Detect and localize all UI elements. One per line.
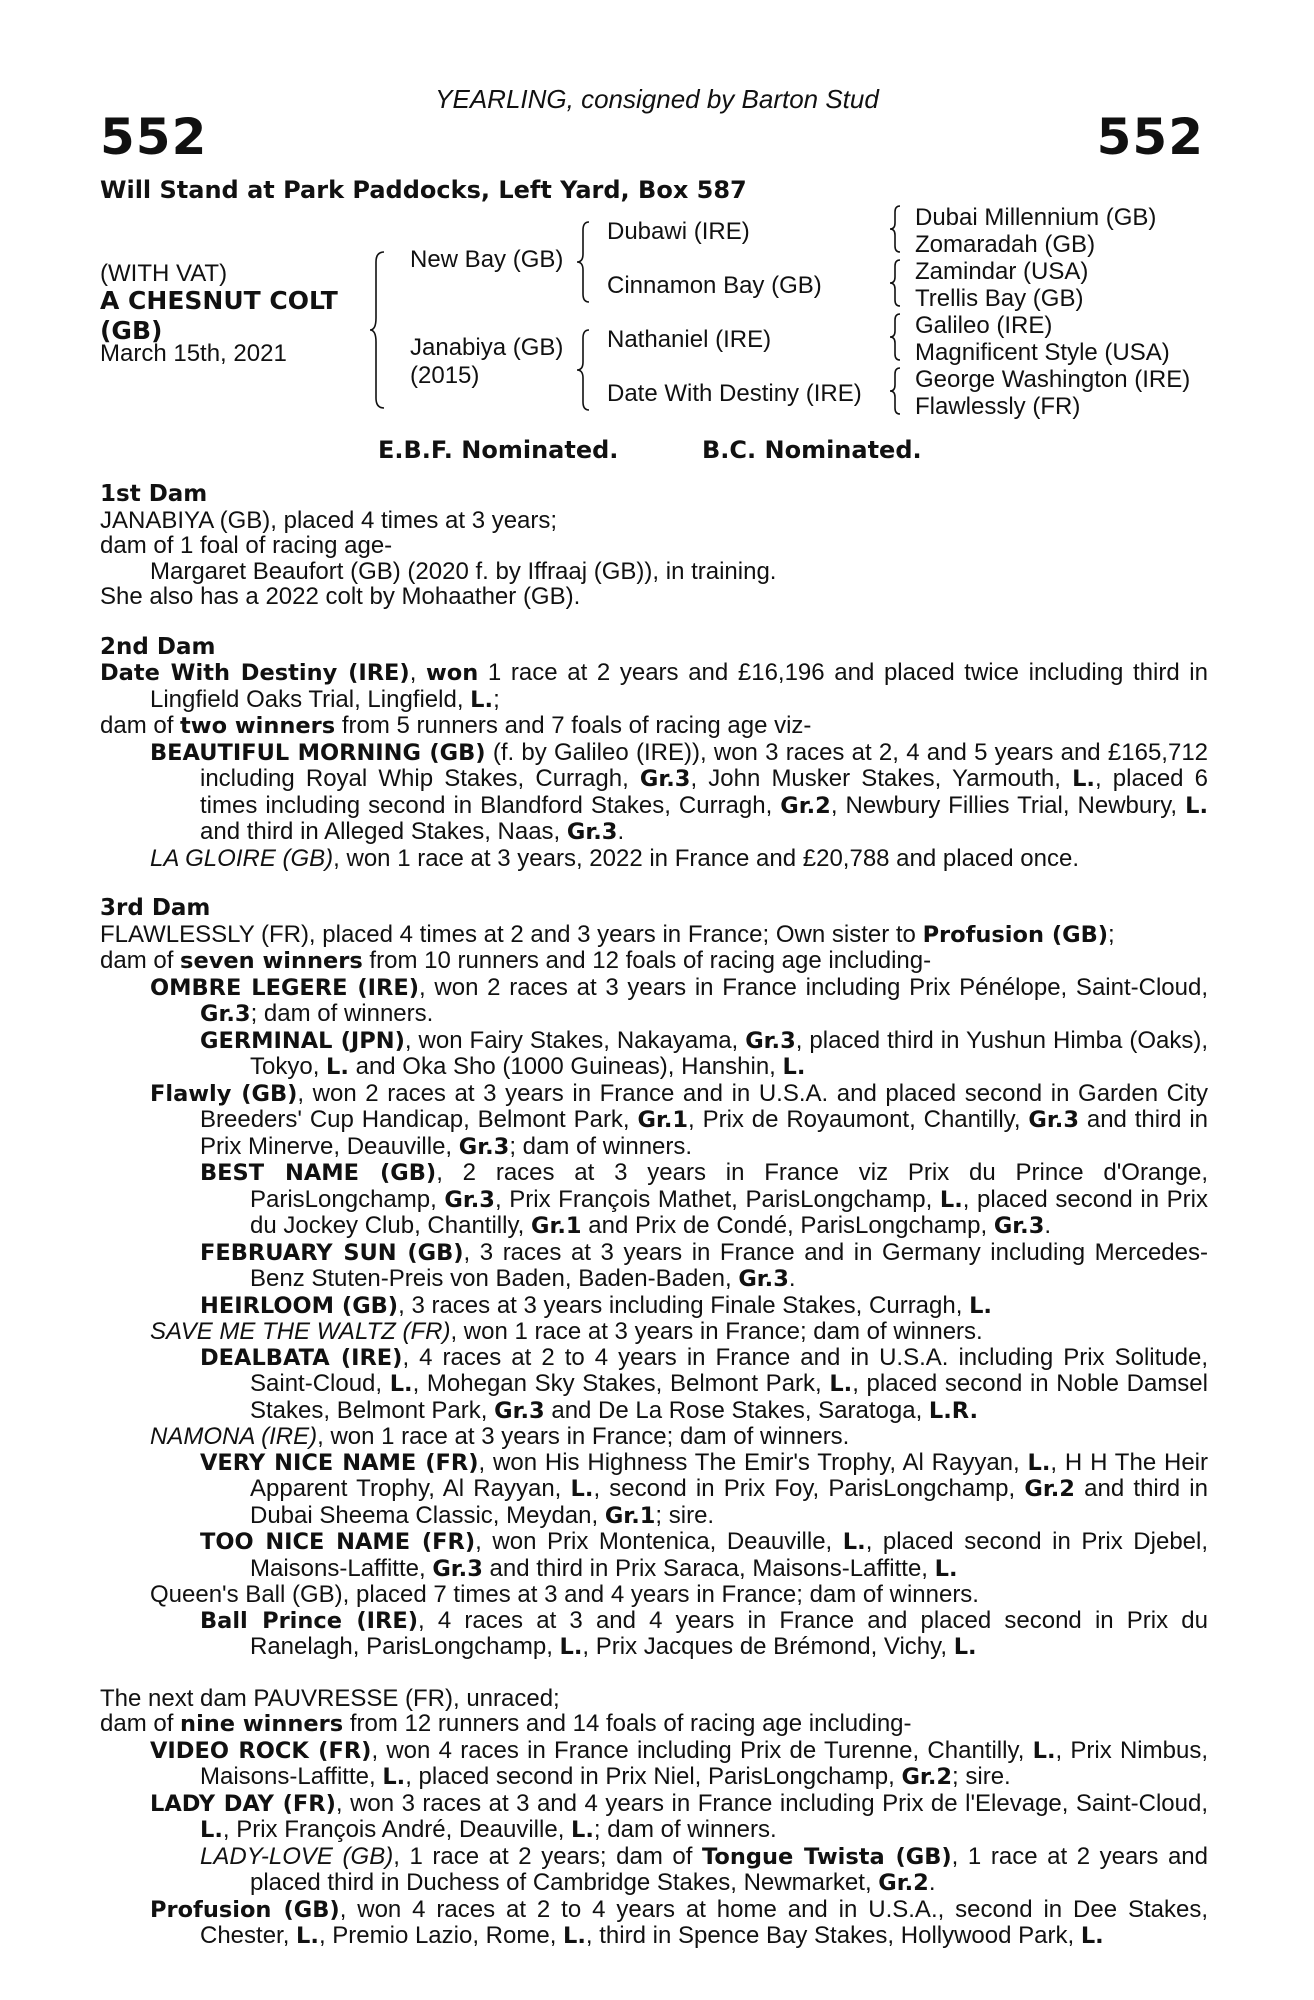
pedigree-g3-1: Dubai Millennium (GB) (915, 204, 1157, 231)
pedigree-sire-brace (575, 220, 593, 304)
third-dam-produce-4: NAMONA (IRE), won 1 race at 3 years in France; dam of winners. (150, 1423, 850, 1450)
pedigree-g3-6: Magnificent Style (USA) (915, 339, 1170, 366)
first-dam-produce-intro: dam of 1 foal of racing age- (100, 532, 393, 559)
third-dam-produce-1: OMBRE LEGERE (IRE), won 2 races at 3 years in France including Prix Pénélope, Saint-Cloud, Gr.3; dam of winners. (150, 973, 1209, 1027)
pedigree-sire: New Bay (GB) (410, 246, 564, 273)
pedigree-sire-sire: Dubawi (IRE) (607, 218, 750, 245)
pedigree-g3-5: Galileo (IRE) (915, 312, 1053, 339)
next-dam-produce-intro: dam of nine winners from 12 runners and 14 foals of racing age including- (100, 1710, 912, 1737)
second-dam-produce-2: LA GLOIRE (GB), won 1 race at 3 years, 2022 in France and £20,788 and placed once. (150, 844, 1079, 872)
first-dam-line: JANABIYA (GB), placed 4 times at 3 years; (100, 506, 558, 534)
third-dam-produce-1a: GERMINAL (JPN), won Fairy Stakes, Nakayama, Gr.3, placed third in Yushun Himba (Oaks), Tokyo, L. and Oka Sho (1000 Guineas), Hanshin, L. (200, 1026, 1208, 1080)
stable-location: Will Stand at Park Paddocks, Left Yard, Box 587 (100, 176, 747, 204)
lot-number-left: 552 (100, 108, 208, 166)
pedigree-dam-year: (2015) (410, 362, 480, 389)
lot-number-right: 552 (1096, 108, 1204, 166)
third-dam-produce-3a: DEALBATA (IRE), 4 races at 2 to 4 years in France and in U.S.A. including Prix Solitude, Saint-Cloud, L., Mohegan Sky Stakes, Belmont Park, L., placed second in Noble Damsel Stakes, Belmont Park, Gr.3 and De La Rose Stakes, Saratoga, L.R. (200, 1343, 1208, 1424)
pedigree-g3-brace-4 (888, 366, 904, 416)
bc-nomination: B.C. Nominated. (702, 436, 922, 464)
third-dam-produce-3: SAVE ME THE WALTZ (FR), won 1 race at 3 years in France; dam of winners. (150, 1318, 983, 1345)
pedigree-g3-4: Trellis Bay (GB) (915, 285, 1084, 312)
foaling-date: March 15th, 2021 (100, 340, 287, 367)
horse-description (100, 286, 338, 346)
third-dam-produce-4b: TOO NICE NAME (FR), won Prix Montenica, Deauville, L., placed second in Prix Djebel, Maisons-Laffitte, Gr.3 and third in Prix Saraca, Maisons-Laffitte, L. (200, 1528, 1209, 1582)
second-dam-produce-intro: dam of two winners from 5 runners and 7 foals of racing age viz- (100, 712, 812, 739)
pedigree-g3-7: George Washington (IRE) (915, 366, 1191, 393)
first-dam-heading: 1st Dam (100, 481, 208, 507)
next-dam-produce-1: VIDEO ROCK (FR), won 4 races in France including Prix de Turenne, Chantilly, L., Prix Nimbus, Maisons-Laffitte, L., placed second in Prix Niel, ParisLongchamp, Gr.2; sire. (150, 1736, 1208, 1790)
consignment-line: YEARLING, consigned by Barton Stud (435, 84, 879, 114)
catalogue-body (100, 482, 1208, 1950)
horse-description-line1: A CHESNUT COLT (100, 286, 338, 315)
pedigree-dam-dam: Date With Destiny (IRE) (607, 380, 862, 407)
second-dam-line: Date With Destiny (IRE), won 1 race at 2 years and £16,196 and placed twice including third in Lingfield Oaks Trial, Lingfield, L.; (100, 659, 1208, 713)
pedigree-g3-brace-2 (888, 258, 904, 308)
pedigree-g3-8: Flawlessly (FR) (915, 393, 1081, 420)
third-dam-produce-2b: FEBRUARY SUN (GB), 3 races at 3 years in France and in Germany including Mercedes-Benz Stuten-Preis von Baden, Baden-Baden, Gr.3. (200, 1238, 1208, 1292)
third-dam-produce-2: Flawly (GB), won 2 races at 3 years in France and in U.S.A. and placed second in Garden City Breeders' Cup Handicap, Belmont Park, Gr.1, Prix de Royaumont, Chantilly, Gr.3 and third in Prix Minerve, Deauville, Gr.3; dam of winners. (150, 1079, 1209, 1160)
second-dam-produce-1: BEAUTIFUL MORNING (GB) (f. by Galileo (IRE)), won 3 races at 2, 4 and 5 years and £165,712 including Royal Whip Stakes, Curragh, Gr.3, John Musker Stakes, Yarmouth, L., placed 6 times including second in Blandford Stakes, Curragh, Gr.2, Newbury Fillies Trial, Newbury, L. and third in Alleged Stakes, Naas, Gr.3. (150, 738, 1209, 845)
next-dam-produce-2: LADY DAY (FR), won 3 races at 3 and 4 years in France including Prix de l'Elevage, Saint-Cloud, L., Prix François André, Deauville, L.; dam of winners. (150, 1789, 1208, 1843)
pedigree-g3-3: Zamindar (USA) (915, 258, 1089, 285)
third-dam-produce-intro: dam of seven winners from 10 runners and 12 foals of racing age including- (100, 947, 932, 974)
horse-description-line2: (GB) (100, 316, 163, 345)
pedigree-dam-brace (575, 328, 593, 412)
second-dam-heading: 2nd Dam (100, 633, 216, 660)
pedigree-main-brace (370, 250, 390, 410)
pedigree-sire-dam: Cinnamon Bay (GB) (607, 272, 822, 299)
third-dam-produce-2c: HEIRLOOM (GB), 3 races at 3 years including Finale Stakes, Curragh, L. (200, 1291, 992, 1319)
first-dam-produce-1: Margaret Beaufort (GB) (2020 f. by Iffraaj (GB)), in training. (150, 557, 777, 585)
pedigree-dam: Janabiya (GB) (410, 334, 564, 361)
third-dam-produce-5a: Ball Prince (IRE), 4 races at 3 and 4 years in France and placed second in Prix du Ranelagh, ParisLongchamp, L., Prix Jacques de Brémond, Vichy, L. (200, 1606, 1208, 1660)
next-dam-produce-3: Profusion (GB), won 4 races at 2 to 4 years at home and in U.S.A., second in Dee Stakes, Chester, L., Premio Lazio, Rome, L., third in Spence Bay Stakes, Hollywood Park, L. (150, 1895, 1208, 1949)
pedigree-dam-sire: Nathaniel (IRE) (607, 326, 772, 353)
next-dam-produce-2a: LADY-LOVE (GB), 1 race at 2 years; dam of Tongue Twista (GB), 1 race at 2 years and placed third in Duchess of Cambridge Stakes, Newmarket, Gr.2. (200, 1842, 1208, 1896)
first-dam-note: She also has a 2022 colt by Mohaather (GB). (100, 583, 581, 610)
pedigree-g3-brace-1 (888, 204, 904, 254)
third-dam-produce-5: Queen's Ball (GB), placed 7 times at 3 and 4 years in France; dam of winners. (150, 1581, 979, 1608)
pedigree-g3-2: Zomaradah (GB) (915, 231, 1096, 258)
vat-status: (WITH VAT) (100, 260, 228, 287)
third-dam-produce-4a: VERY NICE NAME (FR), won His Highness The Emir's Trophy, Al Rayyan, L., H H The Heir Apparent Trophy, Al Rayyan, L., second in Prix Foy, ParisLongchamp, Gr.2 and third in Dubai Sheema Classic, Meydan, Gr.1; sire. (200, 1448, 1208, 1529)
third-dam-produce-2a: BEST NAME (GB), 2 races at 3 years in France viz Prix du Prince d'Orange, ParisLongchamp, Gr.3, Prix François Mathet, ParisLongchamp, L., placed second in Prix du Jockey Club, Chantilly, Gr.1 and Prix de Condé, ParisLongchamp, Gr.3. (200, 1159, 1208, 1239)
third-dam-heading: 3rd Dam (100, 895, 211, 921)
third-dam-line: FLAWLESSLY (FR), placed 4 times at 2 and 3 years in France; Own sister to Profusion (GB); (100, 920, 1115, 948)
ebf-nomination: E.B.F. Nominated. (378, 436, 619, 464)
next-dam-line: The next dam PAUVRESSE (FR), unraced; (100, 1684, 560, 1712)
pedigree-g3-brace-3 (888, 312, 904, 362)
